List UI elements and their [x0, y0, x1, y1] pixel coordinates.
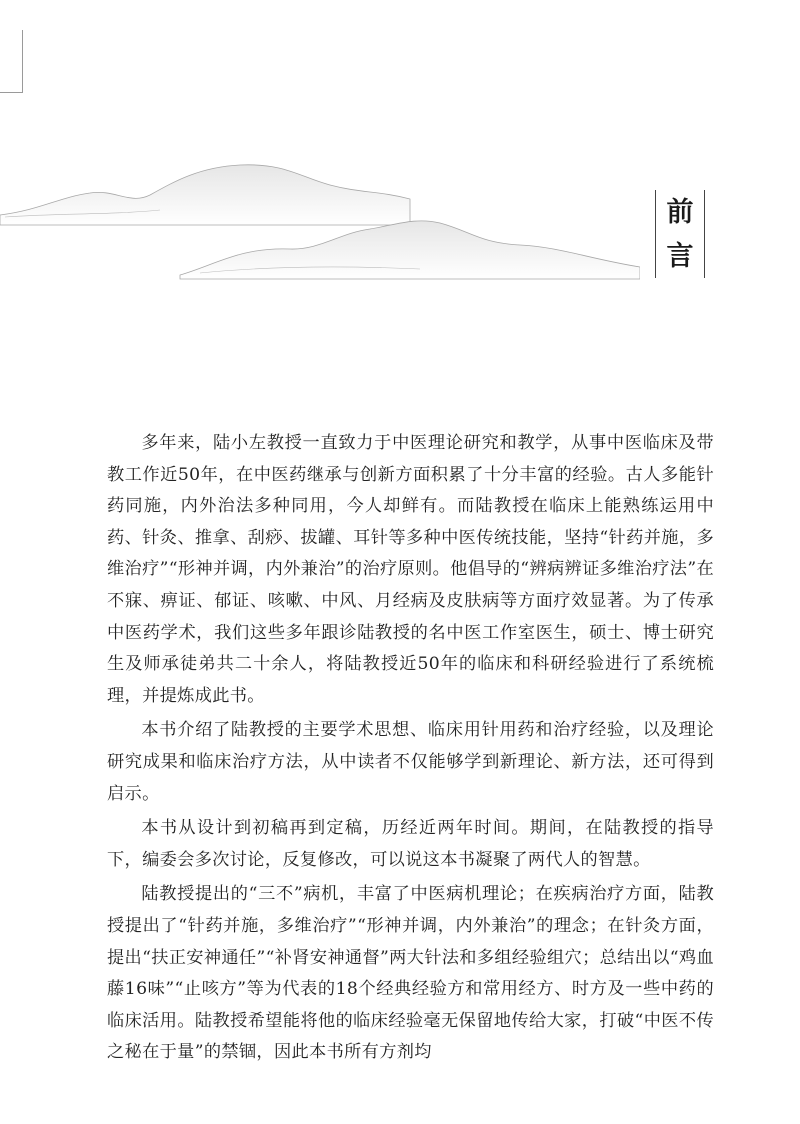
mountain-decoration	[0, 155, 640, 285]
paragraph: 多年来，陆小左教授一直致力于中医理论研究和教学，从事中医临床及带教工作近50年，在中医药继承与创新方面积累了十分丰富的经验。古人多能针药同施，内外治法多种同用，今人却鲜有。而陆教授在临床上能熟练运用中药、针灸、推拿、刮痧、拔罐、耳针等多种中医传统技能，坚持“针药并施，多维治疗”“形神并调，内外兼治”的治疗原则。他倡导的“辨病辨证多维治疗法”在不寐、痹证、郁证、咳嗽、中风、月经病及皮肤病等方面疗效显著。为了传承中医药学术，我们这些多年跟诊陆教授的名中医工作室医生，硕士、博士研究生及师承徒弟共二十余人，将陆教授近50年的临床和科研经验进行了系统梳理，并提炼成此书。	[107, 433, 714, 706]
page-title	[655, 190, 705, 278]
title-char: 言	[666, 240, 694, 272]
page-corner-mark	[0, 30, 23, 93]
paragraph: 本书介绍了陆教授的主要学术思想、临床用针用药和治疗经验，以及理论研究成果和临床治疗方法，从中读者不仅能够学到新理论、新方法，还可得到启示。	[107, 720, 714, 804]
title-char: 前	[666, 196, 694, 228]
paragraph: 陆教授提出的“三不”病机，丰富了中医病机理论；在疾病治疗方面，陆教授提出了“针药并施，多维治疗”“形神并调，内外兼治”的理念；在针灸方面，提出“扶正安神通任”“补肾安神通督”两大针法和多组经验组穴；总结出以“鸡血藤16味”“止咳方”等为代表的18个经典经验方和常用经方、时方及一些中药的临床活用。陆教授希望能将他的临床经验毫无保留地传给大家，打破“中医不传之秘在于量”的禁锢，因此本书所有方剂均	[107, 884, 714, 1063]
paragraph: 本书从设计到初稿再到定稿，历经近两年时间。期间，在陆教授的指导下，编委会多次讨论，反复修改，可以说这本书凝聚了两代人的智慧。	[107, 818, 714, 870]
body-text	[107, 428, 714, 1072]
